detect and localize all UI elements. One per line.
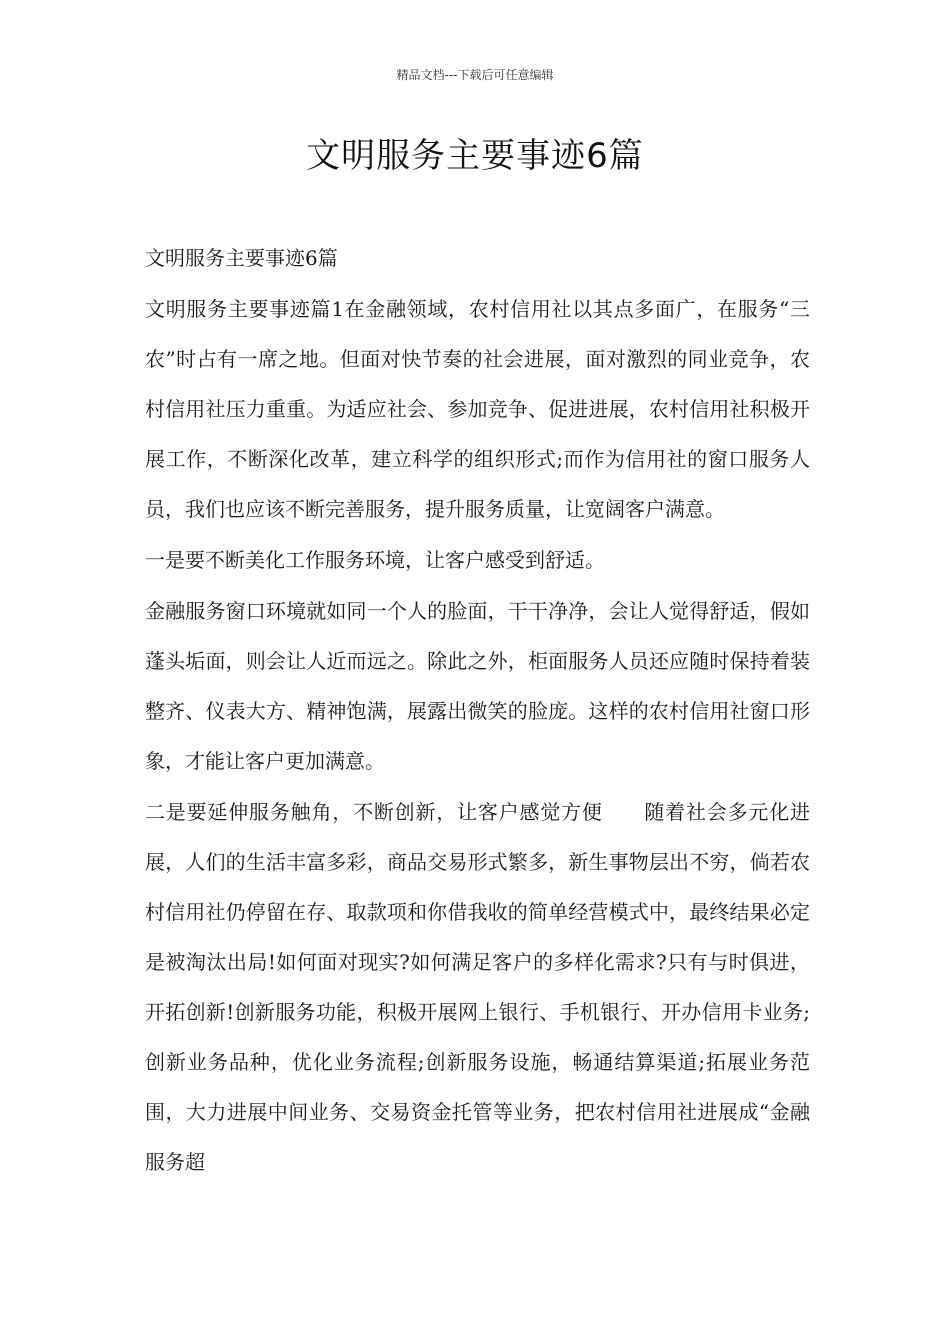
document-title: 文明服务主要事迹6篇: [306, 136, 644, 176]
document-body: [145, 233, 810, 1188]
paragraph-point-two: 二是要延伸服务触角，不断创新，让客户感觉方便 随着社会多元化进展，人们的生活丰富多彩，商品交易形式繁多，新生事物层出不穷，倘若农村信用社仍停留在存、取款项和你借我收的简单经营模式中，最终结果必定是被淘汰出局!如何面对现实?如何满足客户的多样化需求?只有与时俱进，开拓创新!创新服务功能，积极开展网上银行、手机银行、开办信用卡业务;创新业务品种，优化业务流程;创新服务设施，畅通结算渠道;拓展业务范围，大力进展中间业务、交易资金托管等业务，把农村信用社进展成“金融服务超: [145, 800, 810, 1174]
paragraph-subtitle: 文明服务主要事迹6篇: [145, 246, 338, 270]
paragraph-point-one: 一是要不断美化工作服务环境，让客户感受到舒适。: [145, 548, 605, 572]
paragraph-environment: 金融服务窗口环境就如同一个人的脸面，干干净净，会让人觉得舒适，假如蓬头垢面，则会让人近而远之。除此之外，柜面服务人员还应随时保持着装整齐、仪表大方、精神饱满，展露出微笑的脸庞。这样的农村信用社窗口形象，才能让客户更加满意。: [145, 599, 810, 773]
header-note: 精品文档---下载后可任意编辑: [396, 68, 554, 82]
paragraph-intro: 文明服务主要事迹篇1在金融领域，农村信用社以其点多面广，在服务“三农”时占有一席之地。但面对快节奏的社会进展，面对激烈的同业竞争，农村信用社压力重重。为适应社会、参加竞争、促进进展，农村信用社积极开展工作，不断深化改革，建立科学的组织形式;而作为信用社的窗口服务人员，我们也应该不断完善服务，提升服务质量，让宽阔客户满意。: [145, 297, 810, 521]
